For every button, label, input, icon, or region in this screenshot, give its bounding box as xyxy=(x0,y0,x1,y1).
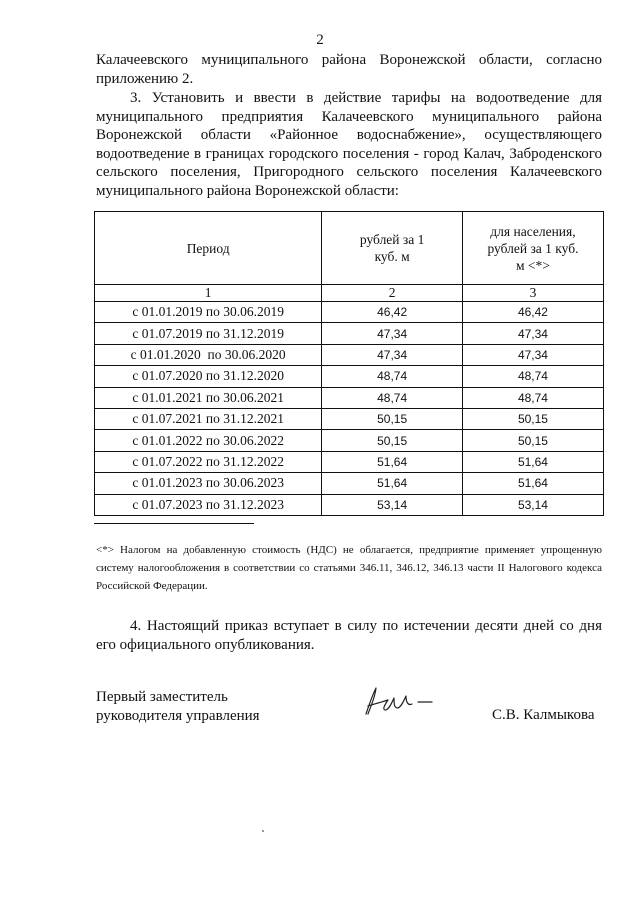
period-cell: с 01.07.2021 по 31.12.2021 xyxy=(95,408,322,429)
page-number: 2 xyxy=(316,32,324,48)
table-header-row xyxy=(95,212,604,285)
signatory-name: С.В. Калмыкова xyxy=(492,707,595,723)
rate-cell: 50,15 xyxy=(322,430,463,451)
signatory-title-line: руководителя управления xyxy=(96,707,260,724)
header-period: Период xyxy=(95,212,322,285)
scan-dot xyxy=(262,830,264,832)
population-rate-cell: 51,64 xyxy=(462,451,603,472)
paragraph-intro: Калачеевского муниципального района Воронежской области, согласно приложению 2. xyxy=(96,52,602,87)
table-row xyxy=(95,451,604,472)
table-row xyxy=(95,366,604,387)
table-row xyxy=(95,302,604,323)
header-population-rate: для населения, рублей за 1 куб. м <*> xyxy=(462,212,603,285)
population-rate-cell: 48,74 xyxy=(462,387,603,408)
population-rate-cell: 51,64 xyxy=(462,473,603,494)
period-cell: с 01.07.2022 по 31.12.2022 xyxy=(95,451,322,472)
rate-cell: 47,34 xyxy=(322,344,463,365)
paragraph-3: 3. Установить и ввести в действие тарифы на водоотведение для муниципального предприятия Калачеевского муниципального района Воронежской области «Районное водоснабжение», осуществляющего водоотведение в границах городского поселения - город Калач, Заброденского сельского поселения, Пригородного сельского поселения Калачеевского муниципального района Воронежской области: xyxy=(96,90,602,199)
table-row xyxy=(95,473,604,494)
signatory-title-line: Первый заместитель xyxy=(96,689,228,705)
rate-cell: 53,14 xyxy=(322,494,463,515)
rate-cell: 48,74 xyxy=(322,387,463,408)
population-rate-cell: 48,74 xyxy=(462,366,603,387)
footnote-divider xyxy=(94,523,254,524)
period-cell: с 01.01.2020 по 30.06.2020 xyxy=(95,344,322,365)
population-rate-cell: 50,15 xyxy=(462,430,603,451)
tariff-table xyxy=(94,211,604,516)
column-number: 2 xyxy=(322,285,463,302)
population-rate-cell: 53,14 xyxy=(462,494,603,515)
population-rate-cell: 47,34 xyxy=(462,323,603,344)
rate-cell: 47,34 xyxy=(322,323,463,344)
rate-cell: 51,64 xyxy=(322,451,463,472)
population-rate-cell: 50,15 xyxy=(462,408,603,429)
period-cell: с 01.07.2020 по 31.12.2020 xyxy=(95,366,322,387)
rate-cell: 51,64 xyxy=(322,473,463,494)
table-row xyxy=(95,344,604,365)
rate-cell: 48,74 xyxy=(322,366,463,387)
footnote: <*> Налогом на добавленную стоимость (НДС) не облагается, предприятие применяет упрощенную систему налогообложения в соответствии со статьями 346.11, 346.12, 346.13 части II Налогового кодекса Российской Федерации. xyxy=(96,544,602,592)
period-cell: с 01.01.2022 по 30.06.2022 xyxy=(95,430,322,451)
table-row xyxy=(95,494,604,515)
rate-cell: 50,15 xyxy=(322,408,463,429)
period-cell: с 01.01.2021 по 30.06.2021 xyxy=(95,387,322,408)
table-row xyxy=(95,408,604,429)
column-number-row xyxy=(95,285,604,302)
period-cell: с 01.07.2023 по 31.12.2023 xyxy=(95,494,322,515)
population-rate-cell: 47,34 xyxy=(462,344,603,365)
paragraph-4: 4. Настоящий приказ вступает в силу по истечении десяти дней со дня его официального опубликования. xyxy=(96,618,602,653)
signatory-title xyxy=(96,688,260,725)
population-rate-cell: 46,42 xyxy=(462,302,603,323)
handwritten-signature xyxy=(360,684,440,720)
header-rate: рублей за 1 куб. м xyxy=(322,212,463,285)
column-number: 1 xyxy=(95,285,322,302)
table-row xyxy=(95,323,604,344)
table-row xyxy=(95,430,604,451)
period-cell: с 01.07.2019 по 31.12.2019 xyxy=(95,323,322,344)
period-cell: с 01.01.2019 по 30.06.2019 xyxy=(95,302,322,323)
rate-cell: 46,42 xyxy=(322,302,463,323)
period-cell: с 01.01.2023 по 30.06.2023 xyxy=(95,473,322,494)
table-row xyxy=(95,387,604,408)
column-number: 3 xyxy=(462,285,603,302)
